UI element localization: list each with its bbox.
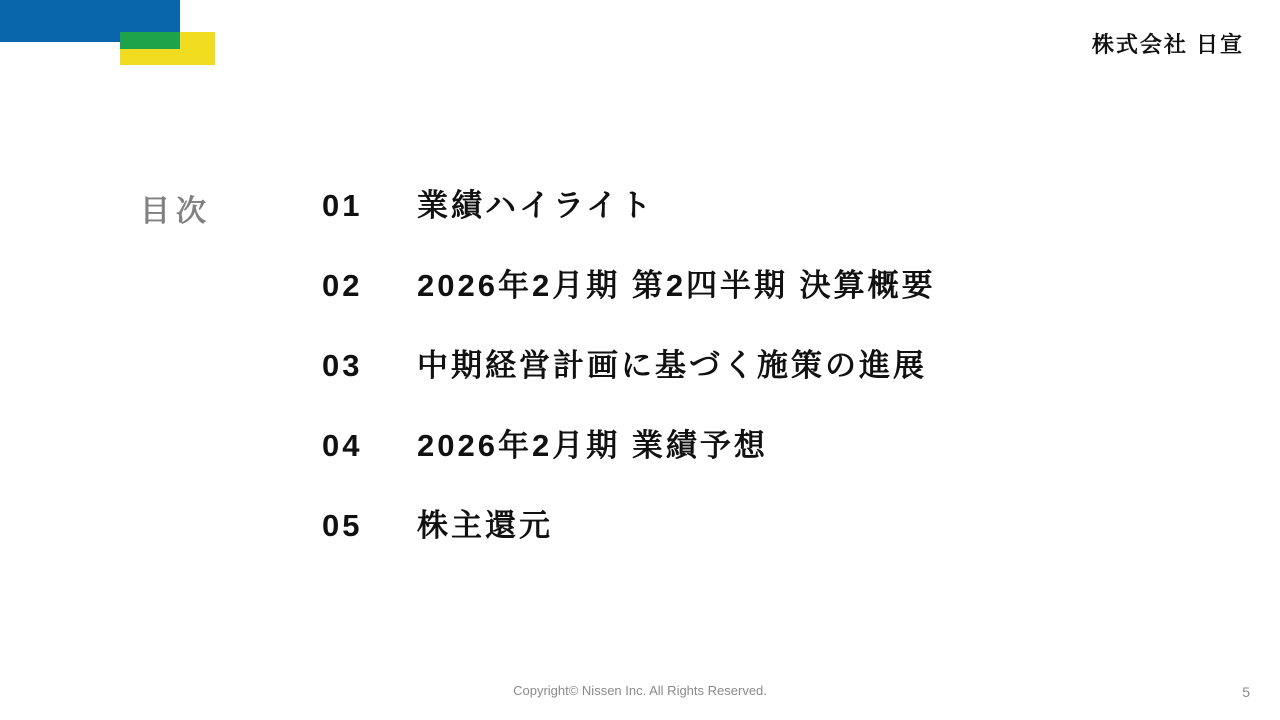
- list-item[interactable]: [322, 180, 1182, 228]
- toc-item-number: 03: [322, 348, 363, 383]
- toc-item-label: 株主還元: [417, 508, 553, 543]
- copyright-text: Copyright© Nissen Inc. All Rights Reserved.: [513, 683, 767, 698]
- list-item[interactable]: [322, 260, 1182, 308]
- toc-item-number: 01: [322, 188, 363, 223]
- company-logo: 株式会社 日宣: [1091, 32, 1244, 57]
- list-item[interactable]: [322, 500, 1182, 548]
- toc-item-label: 中期経営計画に基づく施策の進展: [417, 348, 927, 383]
- toc-item-number: 04: [322, 428, 363, 463]
- page-number: 5: [1242, 684, 1250, 700]
- toc-list: [322, 180, 1182, 580]
- toc-item-label: 2026年2月期 業績予想: [417, 428, 768, 463]
- decoration-green-block: [120, 32, 180, 49]
- toc-item-number: 02: [322, 268, 363, 303]
- list-item[interactable]: [322, 420, 1182, 468]
- page-title: 目次: [140, 195, 212, 228]
- toc-item-label: 2026年2月期 第2四半期 決算概要: [417, 268, 936, 303]
- decoration-yellow-bar: [120, 49, 215, 65]
- toc-item-number: 05: [322, 508, 363, 543]
- toc-item-label: 業績ハイライト: [417, 188, 655, 223]
- list-item[interactable]: [322, 340, 1182, 388]
